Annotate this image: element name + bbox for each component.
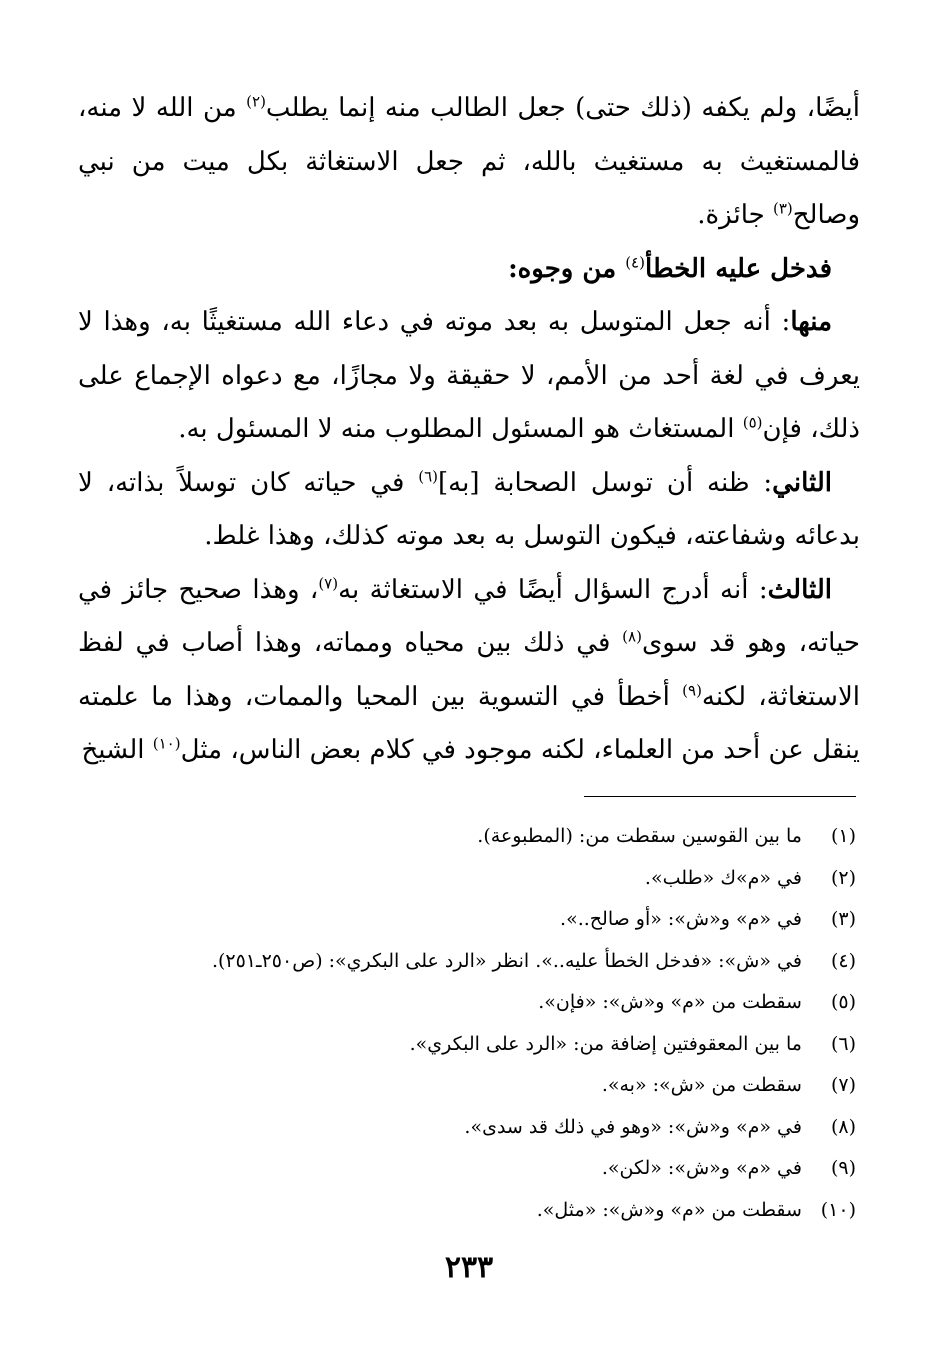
footnote-number: (٣) <box>830 908 856 930</box>
footnote-ref: (٣) <box>772 199 793 218</box>
paragraph-lead: الثاني <box>772 467 832 498</box>
footnote-ref: (٧) <box>318 573 339 592</box>
footnote-separator <box>584 796 856 797</box>
paragraph-3: منها: أنه جعل المتوسل به بعد موته في دعاء الله مستغيثًا به، وهذا لا يعرف في لغة أحد من الأمم، لا حقيقة ولا مجازًا، مع دعواه الإجماع على ذلك، فإن$^{(٥)}$ المستغاث هو المسئول المطلوب منه لا المسئول به. <box>78 307 860 444</box>
footnote-number: (٩) <box>830 1157 856 1179</box>
footnote-number: (٥) <box>830 991 856 1013</box>
paragraph-lead: منها <box>790 307 832 337</box>
footnote-text: سقطت من «ش»: «به». <box>601 1074 802 1096</box>
main-text <box>78 82 860 778</box>
footnote-text: في «م»ك «طلب». <box>644 866 802 889</box>
footnote-item <box>96 1190 856 1232</box>
footnote-ref: (٢) <box>246 92 266 111</box>
footnote-text: في «م» و«ش»: «لكن». <box>601 1157 802 1179</box>
footnote-ref: (٩) <box>682 680 702 699</box>
paragraph-lead: الثالث <box>767 574 832 605</box>
footnote-text: في «م» و«ش»: «أو صالح..». <box>560 908 802 930</box>
page-number: ٢٣٣ <box>444 1250 494 1285</box>
footnote-number: (١) <box>830 825 856 847</box>
footnote-item <box>96 899 856 941</box>
footnote-text: سقطت من «م» و«ش»: «فإن». <box>538 991 802 1013</box>
footnote-item <box>96 1148 856 1190</box>
footnote-item <box>96 1065 856 1107</box>
footnote-ref: (٨) <box>622 627 642 646</box>
footnote-item <box>96 858 856 900</box>
paragraph-5: الثالث: أنه أدرج السؤال أيضًا في الاستغاثة به$^{(٧)}$، وهذا صحيح جائز في حياته، وهو قد سوى$^{(٨)}$ في ذلك بين محياه ومماته، وهذا أصاب في لفظ الاستغاثة، لكنه$^{(٩)}$ أخطأ في التسوية بين المحيا والممات، وهذا ما علمته ينقل عن أحد من العلماء، لكنه موجود في كلام بعض الناس، مثل$^{(١٠)}$ الشيخ <box>78 573 861 765</box>
footnote-number: (٦) <box>830 1032 856 1055</box>
footnotes-list <box>96 816 856 1231</box>
footnote-item <box>96 982 856 1024</box>
footnote-number: (١٠) <box>820 1198 856 1221</box>
footnote-item <box>96 1024 856 1066</box>
footnote-text: في «ش»: «فدخل الخطأ عليه..». انظر «الرد على البكري»: (ص٢٥٠ـ٢٥١). <box>211 949 802 972</box>
footnote-text: في «م» و«ش»: «وهو في ذلك قد سدى». <box>464 1115 802 1138</box>
footnote-item <box>96 1107 856 1149</box>
footnote-ref: (٦) <box>418 466 439 485</box>
footnote-ref: (٤) <box>625 252 645 271</box>
footnote-ref: (٥) <box>742 413 763 432</box>
paragraph-4: الثاني: ظنه أن توسل الصحابة [به]$^{(٦)}$ في حياته كان توسلاً بذاته، لا بدعائه وشفاعته، فيكون التوسل به بعد موته كذلك، وهذا غلط. <box>78 466 860 551</box>
footnote-text: سقطت من «م» و«ش»: «مثل». <box>536 1198 802 1221</box>
footnote-number: (٨) <box>830 1115 856 1138</box>
paragraph-1: أيضًا، ولم يكفه (ذلك حتى) جعل الطالب منه إنما يطلب$^{(٢)}$ من الله لا منه، فالمستغيث به مستغيث بالله، ثم جعل الاستغاثة بكل ميت من نبي وصالح$^{(٣)}$ جائزة. <box>78 92 860 230</box>
footnote-item <box>96 816 856 858</box>
footnote-text: ما بين المعقوفتين إضافة من: «الرد على البكري». <box>409 1032 802 1055</box>
footnote-number: (٧) <box>830 1074 856 1096</box>
footnote-ref: (١٠) <box>152 734 181 753</box>
footnote-number: (٢) <box>830 866 856 889</box>
paragraph-2: فدخل عليه الخطأ$^{(٤)}$ من وجوه: <box>508 252 832 284</box>
footnote-item <box>96 941 856 983</box>
footnote-number: (٤) <box>830 949 856 972</box>
footnote-text: ما بين القوسين سقطت من: (المطبوعة). <box>477 825 802 847</box>
paragraph-lead: فدخل عليه الخطأ <box>644 253 832 284</box>
